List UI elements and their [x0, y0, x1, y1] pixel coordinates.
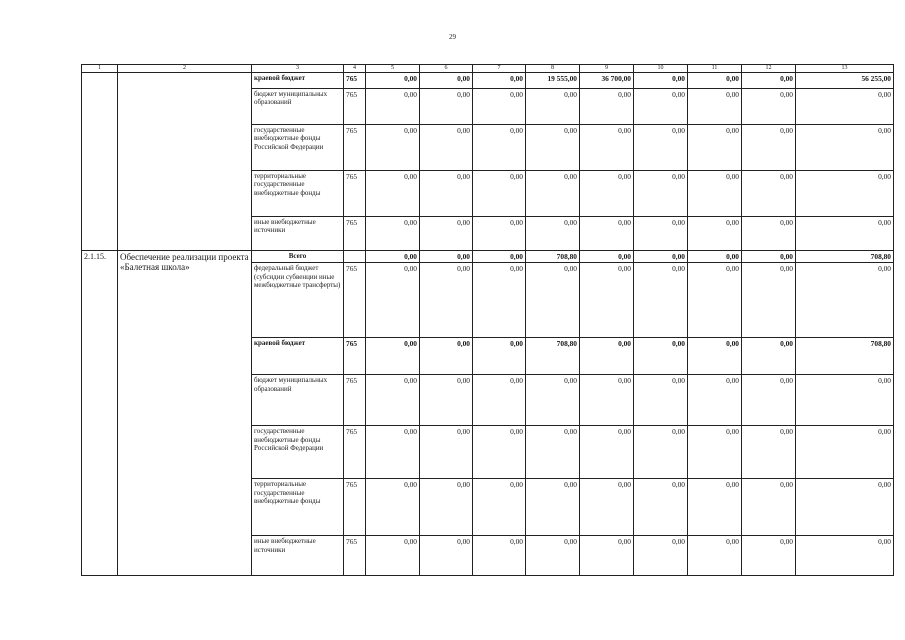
funding-source-cell: Всего [252, 251, 344, 263]
value-cell: 0,00 [688, 536, 742, 576]
value-cell: 708,80 [526, 251, 580, 263]
value-cell: 0,00 [473, 171, 526, 217]
value-cell: 0,00 [420, 375, 473, 426]
value-cell: 0,00 [688, 89, 742, 125]
value-cell: 0,00 [742, 375, 796, 426]
value-cell: 0,00 [526, 171, 580, 217]
funding-source-cell: краевой бюджет [252, 73, 344, 89]
value-cell: 19 555,00 [526, 73, 580, 89]
column-number: 12 [742, 65, 796, 73]
value-cell: 0,00 [366, 479, 420, 536]
value-cell: 0,00 [526, 263, 580, 338]
funding-source-cell: краевой бюджет [252, 338, 344, 375]
value-cell: 0,00 [366, 125, 420, 171]
value-cell: 0,00 [796, 217, 894, 251]
value-cell: 0,00 [526, 217, 580, 251]
value-cell: 0,00 [634, 536, 688, 576]
column-number: 5 [366, 65, 420, 73]
code-cell: 765 [344, 375, 366, 426]
item-title: Обеспечение реализации проекта «Балетная школа» [118, 251, 252, 576]
column-number: 6 [420, 65, 473, 73]
value-cell: 0,00 [688, 375, 742, 426]
column-number: 11 [688, 65, 742, 73]
value-cell: 0,00 [742, 426, 796, 479]
funding-source-cell: бюджет муниципальных образований [252, 375, 344, 426]
value-cell: 0,00 [526, 89, 580, 125]
item-number-cell [82, 73, 118, 251]
value-cell: 0,00 [580, 426, 634, 479]
funding-source-cell: бюджет муниципальных образований [252, 89, 344, 125]
value-cell: 0,00 [742, 171, 796, 217]
value-cell: 0,00 [796, 479, 894, 536]
value-cell: 0,00 [796, 171, 894, 217]
value-cell: 0,00 [688, 73, 742, 89]
code-cell: 765 [344, 171, 366, 217]
value-cell: 0,00 [742, 338, 796, 375]
column-number: 8 [526, 65, 580, 73]
column-number: 13 [796, 65, 894, 73]
column-number: 4 [344, 65, 366, 73]
value-cell: 0,00 [634, 479, 688, 536]
value-cell: 0,00 [420, 217, 473, 251]
value-cell: 0,00 [366, 426, 420, 479]
value-cell: 0,00 [796, 375, 894, 426]
value-cell: 0,00 [634, 251, 688, 263]
funding-source-cell: иные внебюджетные источники [252, 536, 344, 576]
value-cell: 0,00 [580, 479, 634, 536]
value-cell: 0,00 [473, 73, 526, 89]
code-cell [344, 251, 366, 263]
value-cell: 0,00 [634, 171, 688, 217]
value-cell: 0,00 [742, 89, 796, 125]
value-cell: 0,00 [473, 89, 526, 125]
value-cell: 0,00 [580, 217, 634, 251]
value-cell: 0,00 [366, 536, 420, 576]
value-cell: 0,00 [634, 125, 688, 171]
value-cell: 0,00 [366, 171, 420, 217]
code-cell: 765 [344, 89, 366, 125]
funding-source-cell: государственные внебюджетные фонды Российской Федерации [252, 125, 344, 171]
value-cell: 0,00 [742, 251, 796, 263]
value-cell: 0,00 [742, 217, 796, 251]
code-cell: 765 [344, 338, 366, 375]
value-cell: 0,00 [526, 125, 580, 171]
column-number-row [82, 65, 894, 73]
value-cell: 0,00 [688, 171, 742, 217]
value-cell: 0,00 [634, 338, 688, 375]
code-cell: 765 [344, 426, 366, 479]
value-cell: 0,00 [688, 251, 742, 263]
value-cell: 0,00 [473, 125, 526, 171]
value-cell: 0,00 [473, 479, 526, 536]
code-cell: 765 [344, 263, 366, 338]
value-cell: 0,00 [634, 426, 688, 479]
column-number: 2 [118, 65, 252, 73]
table-row [82, 251, 894, 263]
value-cell: 0,00 [688, 125, 742, 171]
funding-source-cell: государственные внебюджетные фонды Российской Федерации [252, 426, 344, 479]
value-cell: 0,00 [796, 426, 894, 479]
value-cell: 0,00 [366, 89, 420, 125]
value-cell: 0,00 [420, 536, 473, 576]
value-cell: 0,00 [580, 251, 634, 263]
code-cell: 765 [344, 536, 366, 576]
value-cell: 0,00 [473, 251, 526, 263]
value-cell: 0,00 [634, 89, 688, 125]
value-cell: 0,00 [688, 479, 742, 536]
value-cell: 0,00 [526, 426, 580, 479]
column-number: 1 [82, 65, 118, 73]
value-cell: 0,00 [366, 375, 420, 426]
funding-source-cell: иные внебюджетные источники [252, 217, 344, 251]
value-cell: 0,00 [366, 73, 420, 89]
value-cell: 708,80 [796, 338, 894, 375]
value-cell: 0,00 [366, 217, 420, 251]
value-cell: 0,00 [526, 375, 580, 426]
funding-source-cell: федеральный бюджет (субсидии субвенции иные межбюджетные трансферты) [252, 263, 344, 338]
value-cell: 708,80 [796, 251, 894, 263]
value-cell: 0,00 [473, 217, 526, 251]
value-cell: 0,00 [526, 536, 580, 576]
value-cell: 0,00 [580, 536, 634, 576]
value-cell: 0,00 [688, 426, 742, 479]
code-cell: 765 [344, 73, 366, 89]
funding-source-cell: территориальные государственные внебюджетные фонды [252, 479, 344, 536]
value-cell: 0,00 [526, 479, 580, 536]
value-cell: 0,00 [742, 125, 796, 171]
code-cell: 765 [344, 125, 366, 171]
column-number: 9 [580, 65, 634, 73]
value-cell: 0,00 [634, 263, 688, 338]
value-cell: 0,00 [742, 479, 796, 536]
value-cell: 0,00 [473, 426, 526, 479]
value-cell: 0,00 [420, 73, 473, 89]
value-cell: 0,00 [580, 375, 634, 426]
value-cell: 36 700,00 [580, 73, 634, 89]
code-cell: 765 [344, 479, 366, 536]
budget-table [81, 64, 894, 576]
value-cell: 0,00 [473, 375, 526, 426]
value-cell: 0,00 [420, 251, 473, 263]
value-cell: 0,00 [688, 263, 742, 338]
value-cell: 0,00 [420, 171, 473, 217]
value-cell: 0,00 [366, 251, 420, 263]
value-cell: 0,00 [473, 338, 526, 375]
value-cell: 0,00 [742, 536, 796, 576]
value-cell: 0,00 [796, 263, 894, 338]
value-cell: 0,00 [420, 125, 473, 171]
value-cell: 0,00 [742, 263, 796, 338]
value-cell: 0,00 [796, 125, 894, 171]
value-cell: 0,00 [420, 426, 473, 479]
column-number: 7 [473, 65, 526, 73]
value-cell: 0,00 [634, 73, 688, 89]
value-cell: 0,00 [580, 89, 634, 125]
value-cell: 0,00 [420, 263, 473, 338]
column-number: 10 [634, 65, 688, 73]
value-cell: 0,00 [634, 217, 688, 251]
value-cell: 708,80 [526, 338, 580, 375]
code-cell: 765 [344, 217, 366, 251]
value-cell: 0,00 [634, 375, 688, 426]
value-cell: 0,00 [580, 171, 634, 217]
value-cell: 0,00 [366, 263, 420, 338]
value-cell: 0,00 [688, 338, 742, 375]
value-cell: 0,00 [580, 338, 634, 375]
funding-source-cell: территориальные государственные внебюджетные фонды [252, 171, 344, 217]
value-cell: 0,00 [420, 89, 473, 125]
item-number: 2.1.15. [82, 251, 118, 576]
value-cell: 0,00 [473, 536, 526, 576]
value-cell: 0,00 [473, 263, 526, 338]
page-number: 29 [449, 33, 456, 41]
value-cell: 0,00 [580, 125, 634, 171]
value-cell: 0,00 [796, 536, 894, 576]
value-cell: 0,00 [688, 217, 742, 251]
value-cell: 0,00 [796, 89, 894, 125]
value-cell: 0,00 [420, 338, 473, 375]
value-cell: 0,00 [742, 73, 796, 89]
table-row [82, 73, 894, 89]
value-cell: 0,00 [420, 479, 473, 536]
column-number: 3 [252, 65, 344, 73]
value-cell: 0,00 [366, 338, 420, 375]
item-title-cell [118, 73, 252, 251]
value-cell: 56 255,00 [796, 73, 894, 89]
value-cell: 0,00 [580, 263, 634, 338]
